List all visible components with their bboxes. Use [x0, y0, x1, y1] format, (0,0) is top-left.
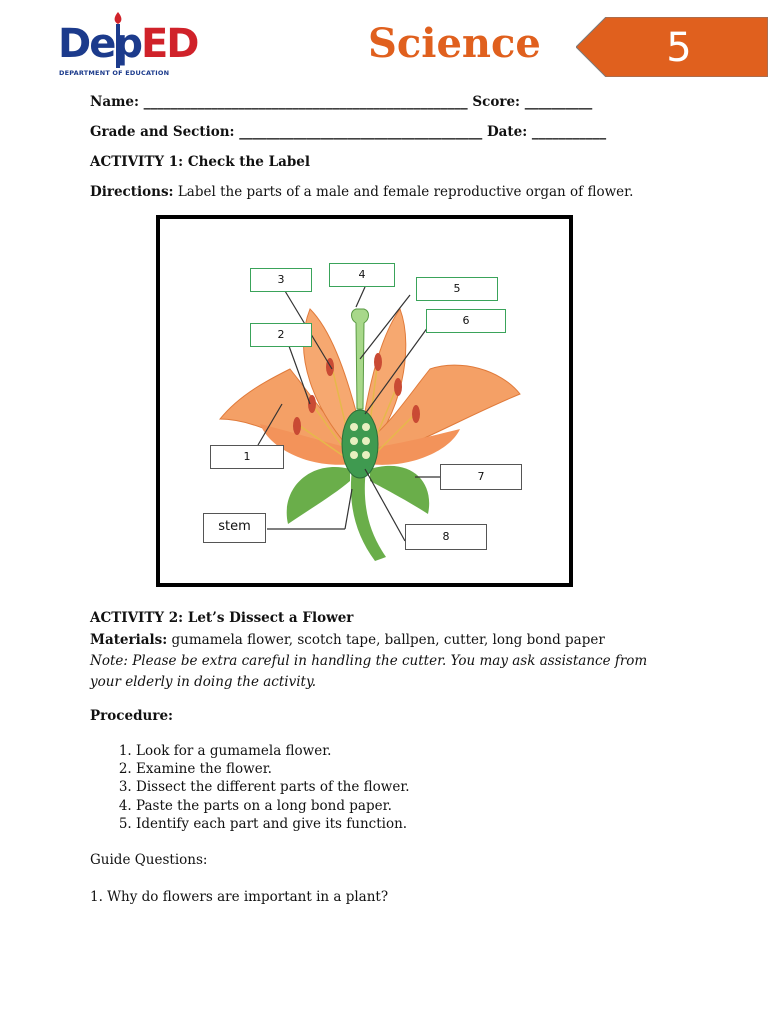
- materials-text: gumamela flower, scotch tape, ballpen, cutter, long bond paper: [167, 632, 605, 648]
- procedure-label: Procedure:: [90, 708, 174, 724]
- date-label: Date:: [486, 124, 528, 140]
- label-box-4[interactable]: 4: [329, 263, 395, 287]
- directions-text: Label the parts of a male and female reproductive organ of flower.: [173, 184, 634, 200]
- materials-label: Materials:: [90, 632, 168, 648]
- guide-question-1: 1. Why do flowers are important in a plant?: [90, 889, 389, 905]
- procedure-step: 4. Paste the parts on a long bond paper.: [136, 797, 410, 815]
- label-box-2[interactable]: 2: [250, 323, 312, 347]
- ovary: [342, 410, 378, 478]
- materials-row: [90, 632, 605, 648]
- guide-questions-label: Guide Questions:: [90, 852, 208, 868]
- label-box-stem: stem: [203, 513, 266, 543]
- score-line[interactable]: __________: [524, 94, 593, 110]
- procedure-step: 2. Examine the flower.: [136, 760, 410, 778]
- directions-label: Directions:: [90, 184, 174, 200]
- label-box-1[interactable]: 1: [210, 445, 284, 469]
- name-line[interactable]: ________________________________________________: [143, 94, 468, 110]
- procedure-step: 3. Dissect the different parts of the flower.: [136, 778, 410, 796]
- note-line-1: Note: Please be extra careful in handling the cutter. You may ask assistance from: [90, 653, 648, 669]
- name-row: [90, 94, 592, 110]
- procedure-list: [112, 742, 410, 833]
- logo-wordmark: DepED: [58, 21, 198, 67]
- grade-section-label: Grade and Section:: [90, 124, 235, 140]
- label-box-6[interactable]: 6: [426, 309, 506, 333]
- grade-section-line[interactable]: ____________________________________: [239, 124, 483, 140]
- grade-section-row: [90, 124, 606, 140]
- date-line[interactable]: ___________: [531, 124, 607, 140]
- activity1-title: ACTIVITY 1: Check the Label: [90, 154, 310, 170]
- label-box-8[interactable]: 8: [405, 524, 487, 550]
- deped-logo: [58, 10, 198, 80]
- subject-title: Science: [368, 20, 541, 67]
- grade-number: 5: [666, 25, 692, 71]
- leaf-right: [370, 466, 429, 514]
- leaf-left: [287, 467, 350, 524]
- note-line-2: your elderly in doing the activity.: [90, 674, 317, 690]
- label-box-3[interactable]: 3: [250, 268, 312, 292]
- logo-department-text: DEPARTMENT OF EDUCATION: [59, 69, 170, 77]
- score-label: Score:: [472, 94, 521, 110]
- name-label: Name:: [90, 94, 139, 110]
- activity2-title: ACTIVITY 2: Let’s Dissect a Flower: [90, 610, 354, 626]
- procedure-step: 1. Look for a gumamela flower.: [136, 742, 410, 760]
- procedure-step: 5. Identify each part and give its function.: [136, 815, 410, 833]
- label-box-7[interactable]: 7: [440, 464, 522, 490]
- activity1-directions: [90, 184, 633, 200]
- label-box-5[interactable]: 5: [416, 277, 498, 301]
